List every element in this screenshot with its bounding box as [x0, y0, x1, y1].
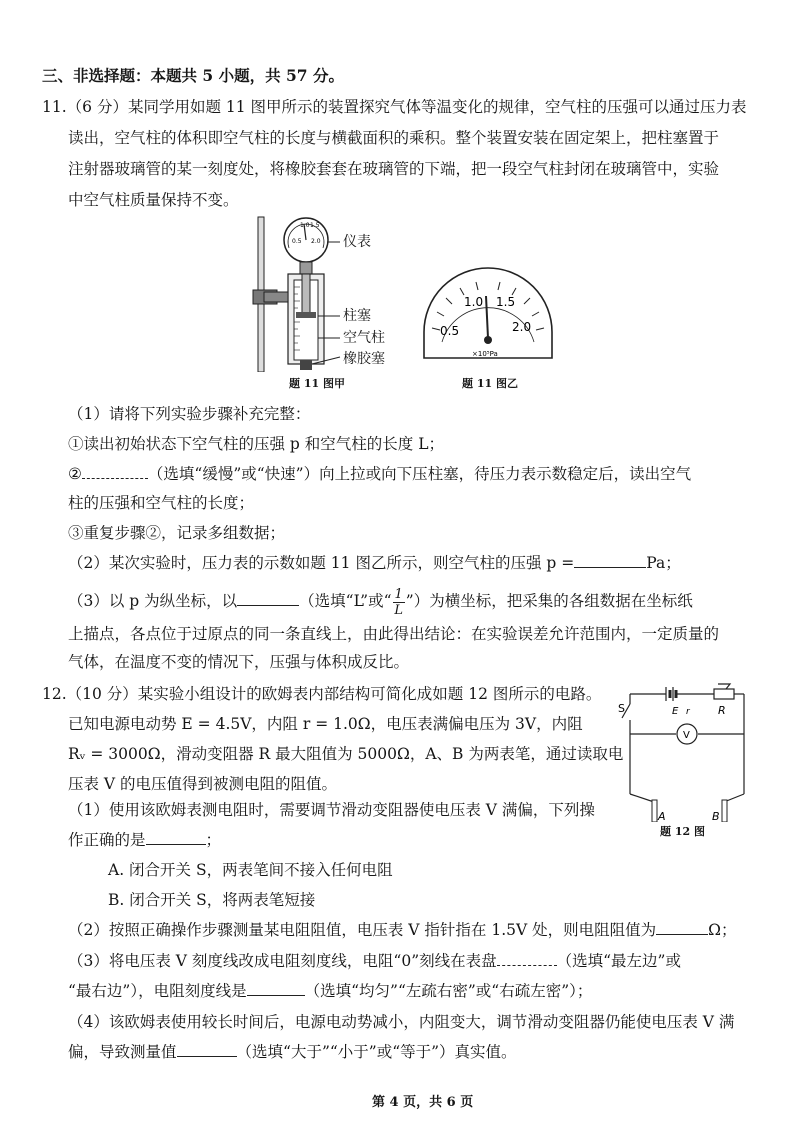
q12-p2: （2）按照正确操作步骤测量某电阻阻值，电压表 V 指针指在 1.5V 处，则电阻阻值为 Ω； — [68, 921, 737, 939]
fig12-label-S: S — [618, 702, 625, 715]
q11-p3-line-2: 上描点，各点位于过原点的同一条直线上，由此得出结论：在实验误差允许范围内，一定质量的 — [68, 625, 720, 643]
fig11a-label-gauge: 仪表 — [343, 234, 371, 250]
section-title: 三、非选择题：本题共 5 小题，共 57 分。 — [42, 66, 344, 85]
q11-intro-line-1: 11.（6 分）某同学用如题 11 图甲所示的装置探究气体等温变化的规律，空气柱的压强可以通过压力表 — [42, 98, 747, 116]
q12-p1-line-2: 作正确的是 ； — [68, 831, 222, 849]
fig11b-dial — [418, 262, 558, 364]
fig12-circuit — [618, 682, 758, 822]
q11-p2: （2）某次实验时，压力表的示数如题 11 图乙所示，则空气柱的压强 p = Pa； — [68, 554, 681, 572]
fig11a-dial-tick-0: 0.5 — [292, 238, 302, 245]
q12-p4-line-2: 偏，导致测量值 （选填“大于”“小于”或“等于”）真实值。 — [68, 1043, 517, 1061]
q12-p4-line-1: （4）该欧姆表使用较长时间后，电源电动势减小，内阻变大，调节滑动变阻器仍能使电压表 V 满 — [68, 1013, 735, 1031]
fig11b-tick-2: 1.5 — [496, 295, 516, 309]
q12-p1-line-1: （1）使用该欧姆表测电阻时，需要调节滑动变阻器使电压表 V 满偏，下列操 — [68, 801, 595, 819]
q12-p3-blank-1[interactable] — [497, 951, 557, 966]
fig11b-unit: ×10⁵Pa — [472, 350, 498, 358]
q12-p2-blank[interactable] — [656, 920, 708, 935]
fig12-label-E: E — [672, 706, 679, 717]
fig11b-caption: 题 11 图乙 — [462, 377, 518, 390]
q12-option-a: A. 闭合开关 S，两表笔间不接入任何电阻 — [108, 861, 393, 879]
fig11b-tick-3: 2.0 — [512, 320, 532, 334]
fig11b-tick-1: 1.0 — [464, 295, 484, 309]
q11-intro-line-2: 读出，空气柱的体积即空气柱的长度与横截面积的乘积。整个装置安装在固定架上，把柱塞置于 — [68, 129, 720, 147]
q11-intro-line-3: 注射器玻璃管的某一刻度处，将橡胶套套在玻璃管的下端，把一段空气柱封闭在玻璃管中，实验 — [68, 160, 720, 178]
fig11a-label-rubber-stopper: 橡胶塞 — [343, 351, 385, 367]
q11-step1: ①读出初始状态下空气柱的压强 p 和空气柱的长度 L； — [68, 435, 444, 453]
q12-intro-line-3: Rᵥ = 3000Ω，滑动变阻器 R 最大阻值为 5000Ω，A、B 为两表笔，通过读取电 — [68, 745, 624, 763]
q12-intro-line-1: 12.（10 分）某实验小组设计的欧姆表内部结构可简化成如题 12 图所示的电路。 — [42, 685, 602, 703]
q12-intro-line-2: 已知电源电动势 E = 4.5V，内阻 r = 1.0Ω，电压表满偏电压为 3V，内阻 — [68, 715, 583, 733]
fig12-label-r: r — [686, 707, 690, 717]
q12-p1-blank[interactable] — [146, 830, 206, 845]
q12-p3-blank-2[interactable] — [247, 981, 305, 996]
q11-p3-line-3: 气体，在温度不变的情况下，压强与体积成反比。 — [68, 653, 410, 671]
fig12-caption: 题 12 图 — [660, 825, 705, 838]
fig11a-dial-tick-1: 1.0 — [300, 222, 310, 229]
fig12-label-R: R — [718, 704, 726, 717]
q12-p3-line-2: “最右边”），电阻刻度线是 （选填“均匀”“左疏右密”或“右疏左密”）； — [68, 982, 593, 1000]
q11-step3: ③重复步骤②，记录多组数据； — [68, 524, 286, 542]
q11-step2-cont: 柱的压强和空气柱的长度； — [68, 494, 255, 512]
q12-p4-blank[interactable] — [177, 1042, 237, 1057]
fig12-label-A: A — [658, 810, 666, 822]
q12-p3-line-1: （3）将电压表 V 刻度线改成电阻刻度线，电阻“0”刻线在表盘 （选填“最左边”或 — [68, 952, 681, 970]
fig11a-label-plunger: 柱塞 — [343, 308, 371, 324]
q12-option-b: B. 闭合开关 S，将两表笔短接 — [108, 891, 316, 909]
fig12-label-B: B — [712, 810, 720, 822]
fig12-label-V: V — [683, 730, 690, 741]
q11-p3-blank[interactable] — [237, 591, 299, 606]
fig11a-apparatus — [248, 212, 418, 372]
q11-p3: （3）以 p 为纵坐标，以 （选填“L”或“ $\frac{1}{L}$ ”）为横坐标，把采集的各组数据在坐标纸 — [68, 586, 693, 618]
q11-p3-fraction: $\frac{1}{L}$ — [394, 586, 403, 618]
q11-p2-blank[interactable] — [574, 553, 646, 568]
fig11a-caption: 题 11 图甲 — [289, 377, 345, 390]
fig11a-dial-tick-3: 2.0 — [311, 238, 321, 245]
q11-step2-blank[interactable] — [82, 464, 148, 479]
page-footer: 第 4 页，共 6 页 — [372, 1095, 474, 1110]
fig11a-dial-tick-2: 1.5 — [310, 222, 320, 229]
q11-step2: ② （选填“缓慢”或“快速”）向上拉或向下压柱塞，待压力表示数稳定后，读出空气 — [68, 465, 692, 483]
fig11a-label-air-column: 空气柱 — [343, 330, 385, 346]
q11-intro-line-4: 中空气柱质量保持不变。 — [68, 191, 239, 209]
q11-p1-title: （1）请将下列实验步骤补充完整： — [68, 405, 311, 423]
q12-intro-line-4: 压表 V 的电压值得到被测电阻的阻值。 — [68, 775, 338, 793]
fig11b-tick-0: 0.5 — [440, 324, 460, 338]
